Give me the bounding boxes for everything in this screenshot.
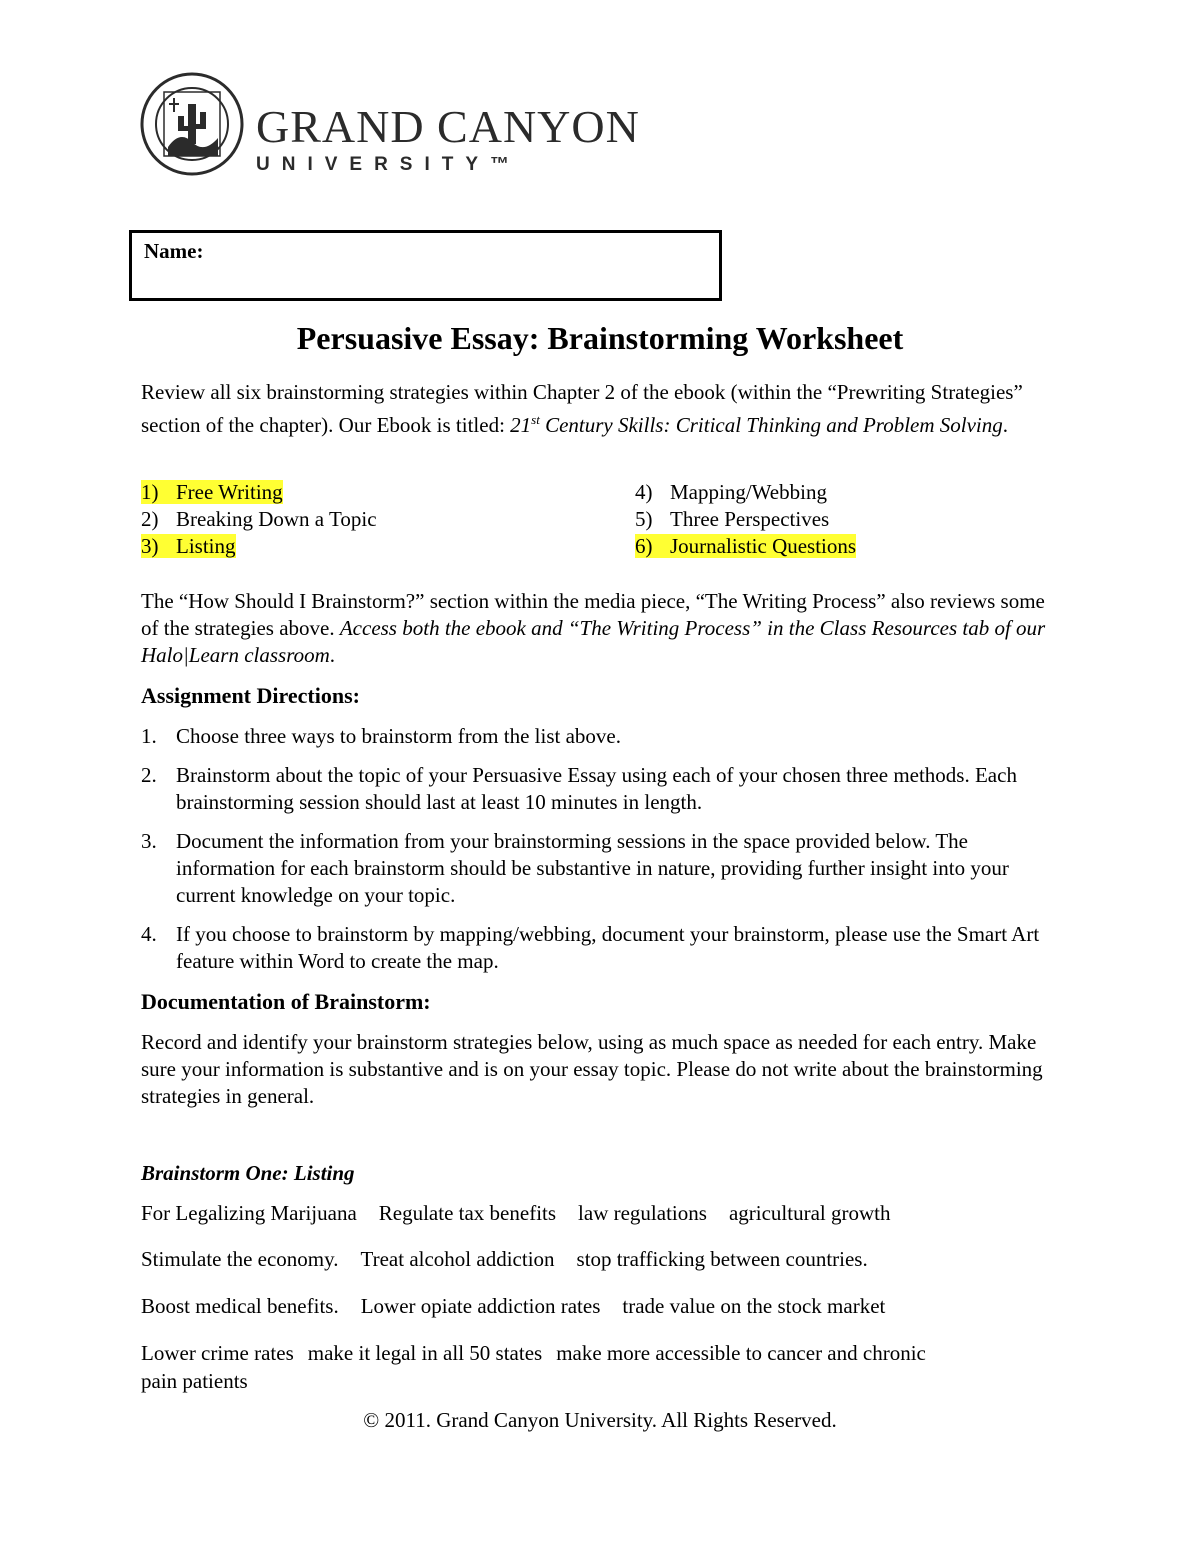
assignment-heading: Assignment Directions: [141,683,360,708]
ebook-title: Century Skills: Critical Thinking and Problem Solving [539,413,1003,437]
name-label: Name: [144,239,204,263]
brainstorm-line: Lower crime rates make it legal in all 50 states make more accessible to cancer and chronic [141,1341,926,1365]
ebook-title-number: 21 [510,413,532,437]
logo-wordmark-grand-canyon: GRAND CANYON [256,101,640,152]
copyright-footer: © 2011. Grand Canyon University. All Rights Reserved. [363,1408,837,1432]
page-title: Persuasive Essay: Brainstorming Worksheet [296,320,904,356]
intro-paragraph [141,379,1061,439]
documentation-heading: Documentation of Brainstorm: [141,989,431,1014]
university-logo [138,72,640,176]
list-item: 6) Journalistic Questions [635,534,857,558]
documentation-paragraph: Record and identify your brainstorm strategies below, using as much space as needed for each entry. Make sure your information is substantive and is on your essay topic. Please do not write about the brainstorming strategies in general. [141,1030,1043,1108]
logo-wordmark-university: UNIVERSITY™ [256,154,522,175]
media-paragraph: The “How Should I Brainstorm?” section within the media piece, “The Writing Process” also reviews some of the strategies above. Access both the ebook and “The Writing Process” in the Class Resources tab of our Halo|Learn classroom. [141,589,1046,667]
list-item: 1) Free Writing [141,480,283,504]
list-item: 5) Three Perspectives [635,507,830,531]
ebook-title-ordinal: st [531,412,540,427]
intro-text: Review all six brainstorming strategies within Chapter 2 of the ebook (within the “Prewriting Strategies” section of the chapter). Our Ebook is titled: [141,380,1023,437]
list-item: 1. Choose three ways to brainstorm from the list above. [141,724,621,748]
name-field[interactable] [129,230,722,301]
list-item: 4. If you choose to brainstorm by mapping/webbing, document your brainstorm, please use the Smart Art feature within Word to create the map. [141,922,1040,973]
brainstorm-one-heading: Brainstorm One: Listing [141,1161,355,1185]
brainstorm-line-wrap: pain patients [141,1369,248,1393]
intro-end: . [1002,413,1009,437]
brainstorm-line: For Legalizing Marijuana Regulate tax benefits law regulations agricultural growth [141,1201,891,1225]
strategy-list-right [635,479,1055,560]
list-item: 4) Mapping/Webbing [635,480,827,504]
university-seal-icon [138,72,246,176]
brainstorm-line: Stimulate the economy. Treat alcohol addiction stop trafficking between countries. [141,1247,868,1271]
list-item: 2. Brainstorm about the topic of your Persuasive Essay using each of your chosen three methods. Each brainstorming session should last at least 10 minutes in length. [141,763,1017,814]
list-item: 3. Document the information from your brainstorming sessions in the space provided below. The information for each brainstorm should be substantive in nature, providing further insight into your current knowledge on your topic. [141,829,1009,907]
list-item: 2) Breaking Down a Topic [141,507,377,531]
media-text: The “How Should I Brainstorm?” section within the media piece, “The Writing Process” also reviews some of the strategies above. [141,589,1045,640]
list-item: 3) Listing [141,534,236,558]
brainstorm-line: Boost medical benefits. Lower opiate addiction rates trade value on the stock market [141,1294,886,1318]
media-italic-text: Access both the ebook and “The Writing Process” in the Class Resources tab of our Halo|Learn classroom [141,616,1046,667]
strategy-list-left [141,479,601,560]
